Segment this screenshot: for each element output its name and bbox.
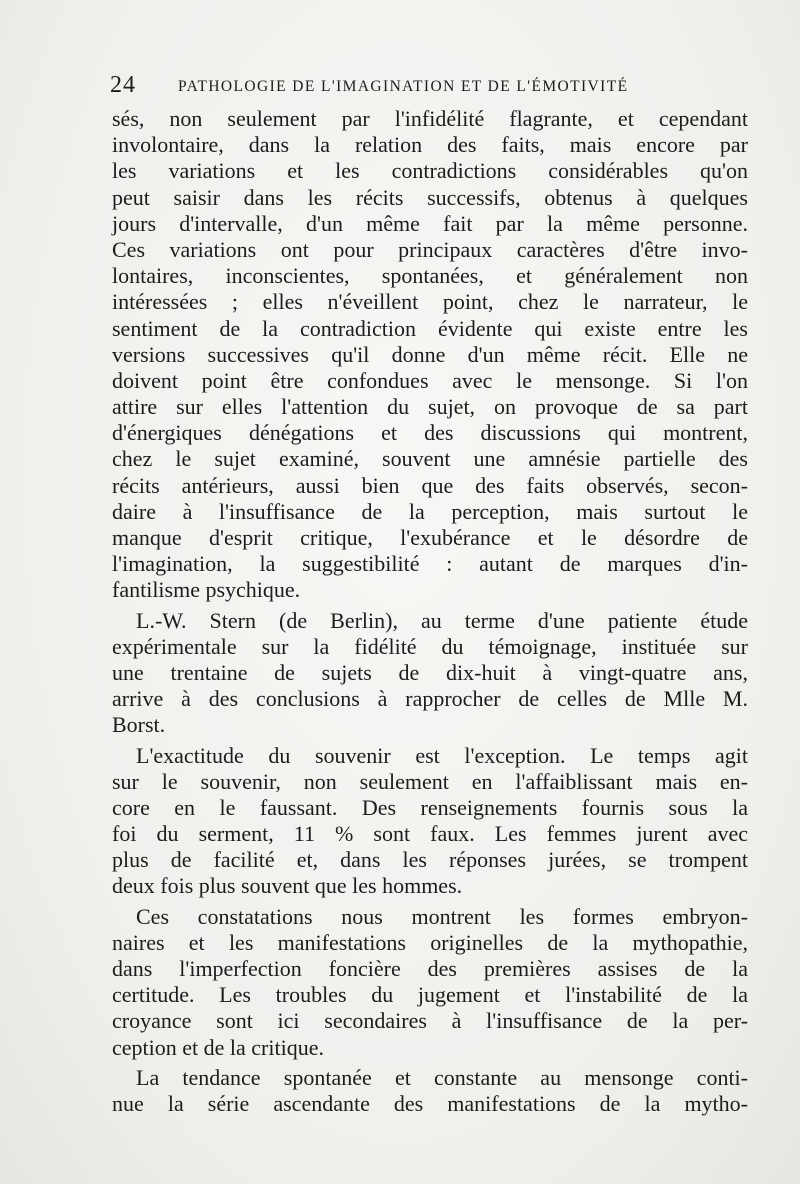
text-line: deux fois plus souvent que les hommes.: [112, 873, 463, 899]
text-line: les variations et les contradictions considérables qu'on: [112, 158, 748, 184]
text-line: plus de facilité et, dans les réponses jurées, se trompent: [112, 847, 748, 873]
text-line: Ces variations ont pour principaux caractères d'être invo-: [112, 236, 748, 262]
text-line: lontaires, inconscientes, spontanées, et généralement non: [112, 263, 748, 289]
text-line: fantilisme psychique.: [112, 577, 301, 603]
text-line: d'énergiques dénégations et des discussions qui montrent,: [112, 420, 748, 446]
text-line: L.-W. Stern (de Berlin), au terme d'une patiente étude: [136, 607, 748, 633]
body-text: [112, 106, 748, 1117]
paragraph-2: [112, 608, 748, 739]
running-head: PATHOLOGIE DE L'IMAGINATION ET DE L'ÉMOTIVITÉ: [178, 78, 629, 95]
text-line: une trentaine de sujets de dix-huit à vingt-quatre ans,: [112, 659, 748, 685]
text-line: naires et les manifestations originelles de la mythopathie,: [112, 929, 748, 955]
text-line: intéressées ; elles n'éveillent point, chez le narrateur, le: [112, 289, 748, 315]
text-line: ception et de la critique.: [112, 1034, 324, 1060]
text-line: manque d'esprit critique, l'exubérance et le désordre de: [112, 525, 748, 550]
text-line: involontaire, dans la relation des faits, mais encore par: [112, 132, 748, 158]
text-line: peut saisir dans les récits successifs, obtenus à quelques: [112, 184, 748, 210]
text-line: certitude. Les troubles du jugement et l'instabilité de la: [112, 982, 748, 1008]
text-line: doivent point être confondues avec le mensonge. Si l'on: [112, 367, 748, 393]
text-line: chez le sujet examiné, souvent une amnésie partielle des: [112, 446, 748, 472]
paragraph-4: [112, 904, 748, 1061]
text-line: arrive à des conclusions à rapprocher de celles de Mlle M.: [112, 686, 748, 712]
text-line: sés, non seulement par l'infidélité flagrante, et cependant: [112, 106, 748, 131]
text-line: croyance sont ici secondaires à l'insuffisance de la per-: [112, 1008, 748, 1034]
text-line: récits antérieurs, aussi bien que des faits observés, secon-: [112, 472, 748, 498]
text-line: sentiment de la contradiction évidente qui existe entre les: [112, 315, 748, 341]
text-line: core en le faussant. Des renseignements fournis sous la: [112, 794, 748, 820]
text-line: versions successives qu'il donne d'un même récit. Elle ne: [112, 341, 748, 367]
text-line: dans l'imperfection foncière des premières assises de la: [112, 956, 748, 981]
text-line: nue la série ascendante des manifestations de la mytho-: [112, 1090, 748, 1116]
page-number: 24: [110, 72, 136, 98]
text-line: attire sur elles l'attention du sujet, on provoque de sa part: [112, 394, 748, 420]
paragraph-5: [112, 1065, 748, 1117]
text-line: Ces constatations nous montrent les formes embryon-: [136, 903, 748, 929]
paragraph-1: [112, 106, 748, 604]
text-line: jours d'intervalle, d'un même fait par la même personne.: [112, 210, 748, 236]
text-line: l'imagination, la suggestibilité : autant de marques d'in-: [112, 551, 748, 577]
page-header: [110, 72, 750, 102]
paragraph-3: [112, 743, 748, 900]
text-line: La tendance spontanée et constante au mensonge conti-: [136, 1064, 748, 1090]
text-line: L'exactitude du souvenir est l'exception. Le temps agit: [136, 742, 748, 768]
text-line: Borst.: [112, 712, 166, 738]
text-line: daire à l'insuffisance de la perception, mais surtout le: [112, 498, 748, 524]
text-line: sur le souvenir, non seulement en l'affaiblissant mais en-: [112, 768, 748, 794]
text-line: foi du serment, 11 % sont faux. Les femmes jurent avec: [112, 821, 748, 847]
text-line: expérimentale sur la fidélité du témoignage, instituée sur: [112, 633, 748, 659]
